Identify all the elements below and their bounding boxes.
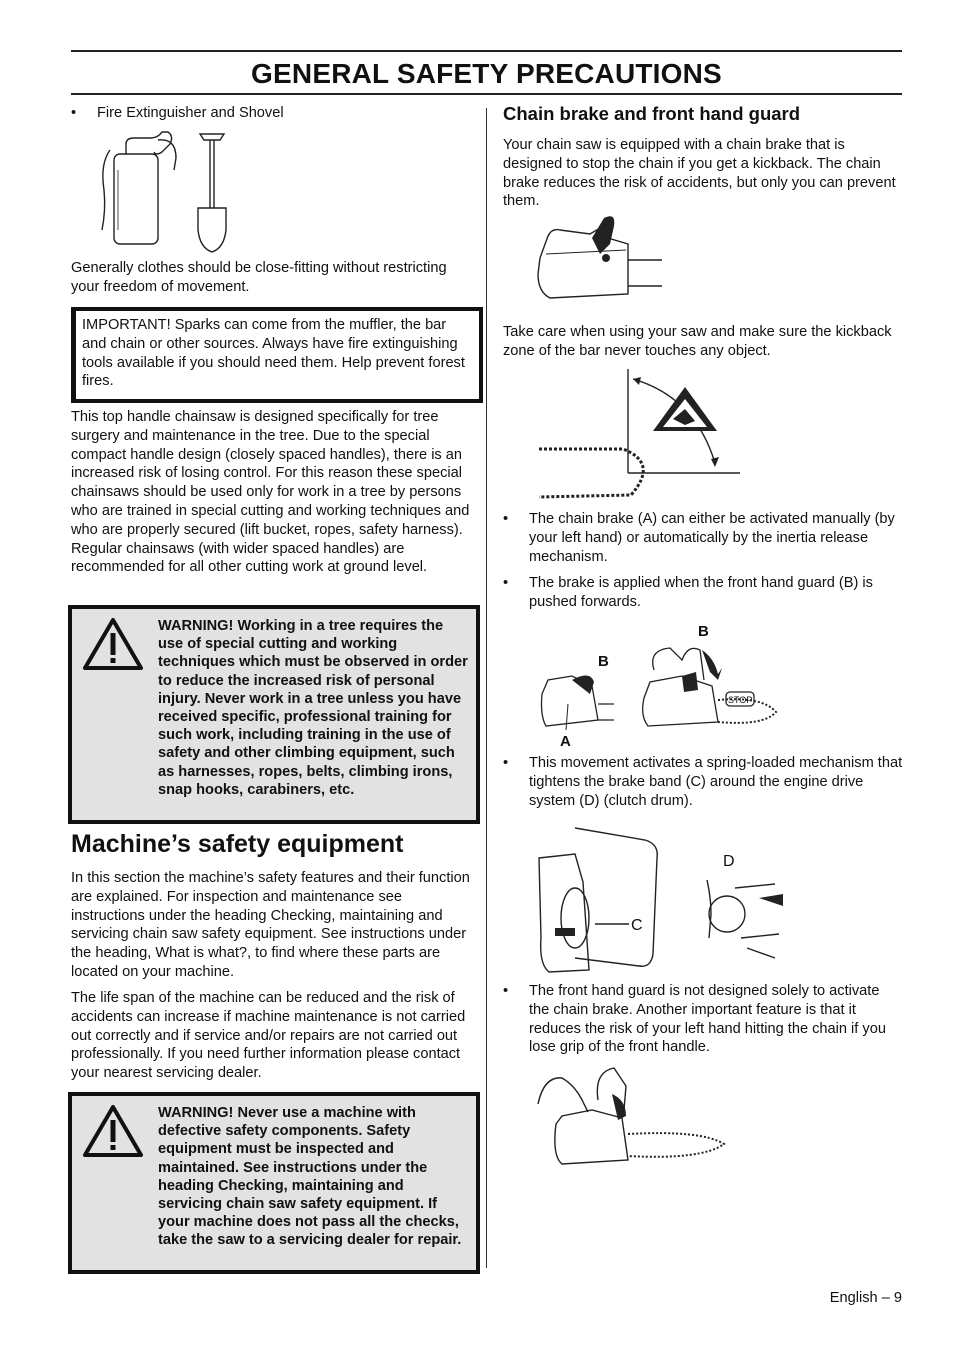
section-title: Machine’s safety equipment	[71, 830, 404, 858]
page-title: GENERAL SAFETY PRECAUTIONS	[251, 58, 722, 89]
shovel-icon	[198, 134, 226, 252]
label-a: A	[560, 733, 571, 750]
warning-triangle-icon	[82, 1104, 144, 1158]
section-paragraph-2: The life span of the machine can be reduced and the risk of accidents can increase if machine maintenance is not carried out correctly and if service and/or repairs are not carried out professionally. If you need further information please contact your nearest servicing dealer.	[71, 990, 466, 1082]
header-bottom-rule	[71, 93, 902, 95]
top-handle-text: This top handle chainsaw is designed specifically for tree surgery and maintenance in the tree. Due to the special compact handle design (closely spaced handles), there is an increased risk of losing control. For this reason these special chainsaws should be used only for work in a tree by persons who are trained in special cutting and working techniques and who are properly secured (lift bucket, ropes, safety harness). Regular chainsaws (with wider spaced handles) are recommended for all other cutting work at ground level.	[71, 409, 470, 576]
label-b-right: B	[698, 623, 709, 640]
hand-protection-illustration	[532, 1064, 727, 1176]
kickback-zone-illustration	[535, 367, 745, 507]
hand-guard-illustration	[532, 620, 782, 750]
clothes-text: Generally clothes should be close-fitting without restricting your freedom of movement.	[71, 260, 447, 295]
stop-label: STOP	[728, 695, 753, 705]
page-footer: English – 9	[829, 1290, 902, 1306]
fire-extinguisher-shovel-illustration	[96, 130, 246, 256]
header-top-rule	[71, 50, 902, 52]
chain-brake-heading: Chain brake and front hand guard	[503, 103, 801, 124]
important-box	[71, 307, 483, 403]
warning-triangle-icon	[82, 617, 144, 671]
label-b-left: B	[598, 653, 609, 670]
important-text: IMPORTANT! Sparks can come from the muffler, the bar and chain or other sources. Always have fire extinguishing tools available if you should need them. Help prevent forest fires.	[82, 317, 465, 390]
kickback-text: Take care when using your saw and make sure the kickback zone of the bar never touches any object.	[503, 324, 892, 359]
warning-box-tree	[68, 605, 480, 824]
label-c: C	[631, 917, 643, 934]
chain-brake-intro: Your chain saw is equipped with a chain brake that is designed to stop the chain if you get a kickback. The chain brake reduces the risk of accidents, but only you can prevent them.	[503, 137, 896, 210]
section-paragraph-1: In this section the machine’s safety features and their function are explained. For inspection and maintenance see instructions under the heading Checking, maintaining and servicing chain saw safety equipment. See instructions under the heading, What is what?, to find where these parts are located on your machine.	[71, 870, 470, 980]
fire-extinguisher-icon	[102, 132, 176, 244]
warning-defective-text: WARNING! Never use a machine with defective safety components. Safety equipment must be inspected and maintained. See instructions under the heading Checking, maintaining and servicing chain saw safety equipment. If your machine does not pass all the checks, take the saw to a servicing dealer for repair.	[158, 1105, 462, 1249]
warning-box-defective	[68, 1092, 480, 1274]
label-d: D	[723, 853, 735, 870]
warning-tree-text: WARNING! Working in a tree requires the use of special cutting and working techniques which must be observed in order to reduce the increased risk of personal injury. Never work in a tree unless you have received specific, professional training for such work, including training in the use of safety and other climbing equipment, such as harnesses, ropes, belts, climbing irons, snap hooks, carabiners, etc.	[158, 618, 468, 798]
chainsaw-brake-illustration	[530, 214, 665, 308]
brake-band-illustration	[535, 818, 785, 978]
column-divider	[486, 108, 487, 1268]
